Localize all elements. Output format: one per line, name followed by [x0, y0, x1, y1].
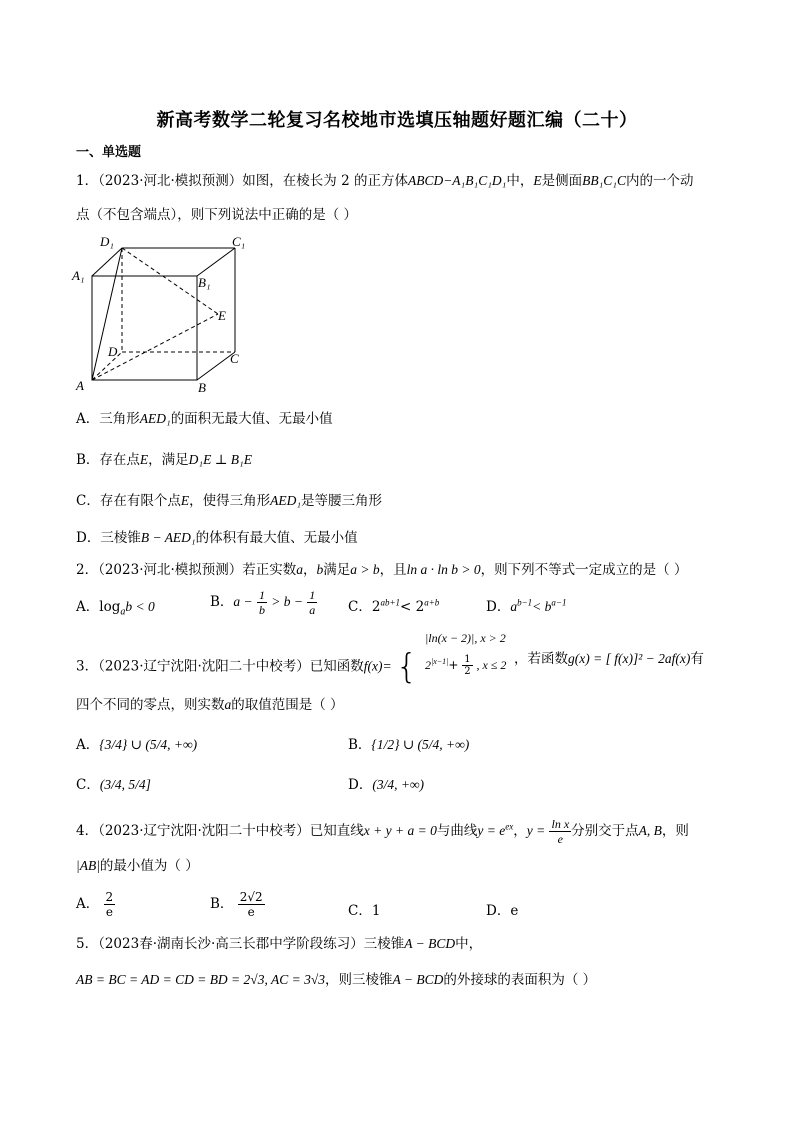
label-B: B — [198, 380, 206, 395]
q3-option-d: D．(3/4, +∞) — [348, 777, 425, 793]
label-B1: B₁ — [198, 275, 211, 290]
q3-stem-tail: ，若函数g(x) = [ f(x)]² − 2af(x)有 — [514, 651, 704, 667]
label-D: D — [108, 344, 118, 359]
cube-figure — [70, 232, 250, 397]
q5-stem-line2: AB = BC = AD = CD = BD = 2√3, AC = 3√3，则三棱锥A − BCD的外接球的表面积为（ ） — [76, 972, 597, 988]
q3-stem-line2: 四个不同的零点，则实数a的取值范围是（ ） — [76, 697, 344, 713]
q1-option-a: A．三角形AED₁的面积无最大值、无最小值 — [76, 411, 333, 427]
q4-option-b: B． $\frac{2√2}{e}$ — [210, 890, 263, 919]
q3-stem: 3．（2023·辽宁沈阳·沈阳二十中校考）已知函数f(x)= { — [76, 647, 418, 687]
q3-option-a: A．{3/4} ∪ (5/4, +∞) — [76, 737, 198, 753]
q4-stem-line2: |AB|的最小值为（ ） — [76, 858, 199, 874]
q1-option-d: D．三棱锥B − AED₁的体积有最大值、无最小值 — [76, 530, 358, 546]
q2-stem: 2．（2023·河北·模拟预测）若正实数a，b满足a > b，且ln a · ln b > 0，则下列不等式一定成立的是（ ） — [76, 562, 688, 578]
q2-option-c: C．$2^{ab+1}< 2^{a+b}$ — [348, 597, 440, 615]
q3-option-c: C．(3/4, 5/4] — [76, 777, 151, 793]
q4-stem: 4．（2023·辽宁沈阳·沈阳二十中校考）已知直线x + y + a = 0与曲线$y = e^{ex}$，y = $\frac{\text{ln x}}{e}$ 分别交于点A, B，则 — [76, 817, 689, 846]
q2-option-b: B．a − $\frac{1}{b}$ > b − $\frac{1}{a}$ — [210, 588, 316, 617]
label-A: A — [76, 378, 84, 393]
label-A1: A₁ — [72, 268, 85, 283]
q1-stem-line1: 1．（2023·河北·模拟预测）如图，在棱长为 2 的正方体ABCD−A₁B₁C₁D₁中，E是侧面BB₁C₁C内的一个动 — [76, 173, 694, 189]
q1-stem-line2: 点（不包含端点），则下列说法中正确的是（ ） — [76, 207, 358, 223]
q4-option-c: C．1 — [348, 903, 381, 919]
label-C: C — [230, 351, 239, 366]
label-D1: D₁ — [100, 234, 114, 249]
q4-option-a: A． $\frac{2}{e}$ — [76, 890, 114, 919]
section-heading: 一、单选题 — [76, 145, 142, 160]
q2-option-a: A．$\log_ab < 0$ — [76, 599, 155, 618]
q1-option-b: B．存在点E，满足D₁E ⊥ B₁E — [76, 452, 252, 468]
q3-option-b: B．{1/2} ∪ (5/4, +∞) — [348, 737, 470, 753]
q2-option-d: D．$a^{b-1}< b^{a-1}$ — [486, 597, 567, 615]
label-C1: C₁ — [232, 234, 246, 249]
q4-option-d: D．e — [486, 903, 519, 919]
q3-piecewise: |ln(x − 2)|, x > 2 $2^{|x-1|}+$ $\frac{1}{2}$ , x ≤ 2 — [425, 631, 507, 677]
page-title: 新高考数学二轮复习名校地市选填压轴题好题汇编（二十） — [156, 110, 638, 131]
q1-option-c: C．存在有限个点E，使得三角形AED₁是等腰三角形 — [76, 493, 383, 509]
q5-stem: 5．（2023春·湖南长沙·高三长郡中学阶段练习）三棱锥A − BCD中， — [76, 936, 483, 952]
label-E: E — [218, 308, 226, 323]
